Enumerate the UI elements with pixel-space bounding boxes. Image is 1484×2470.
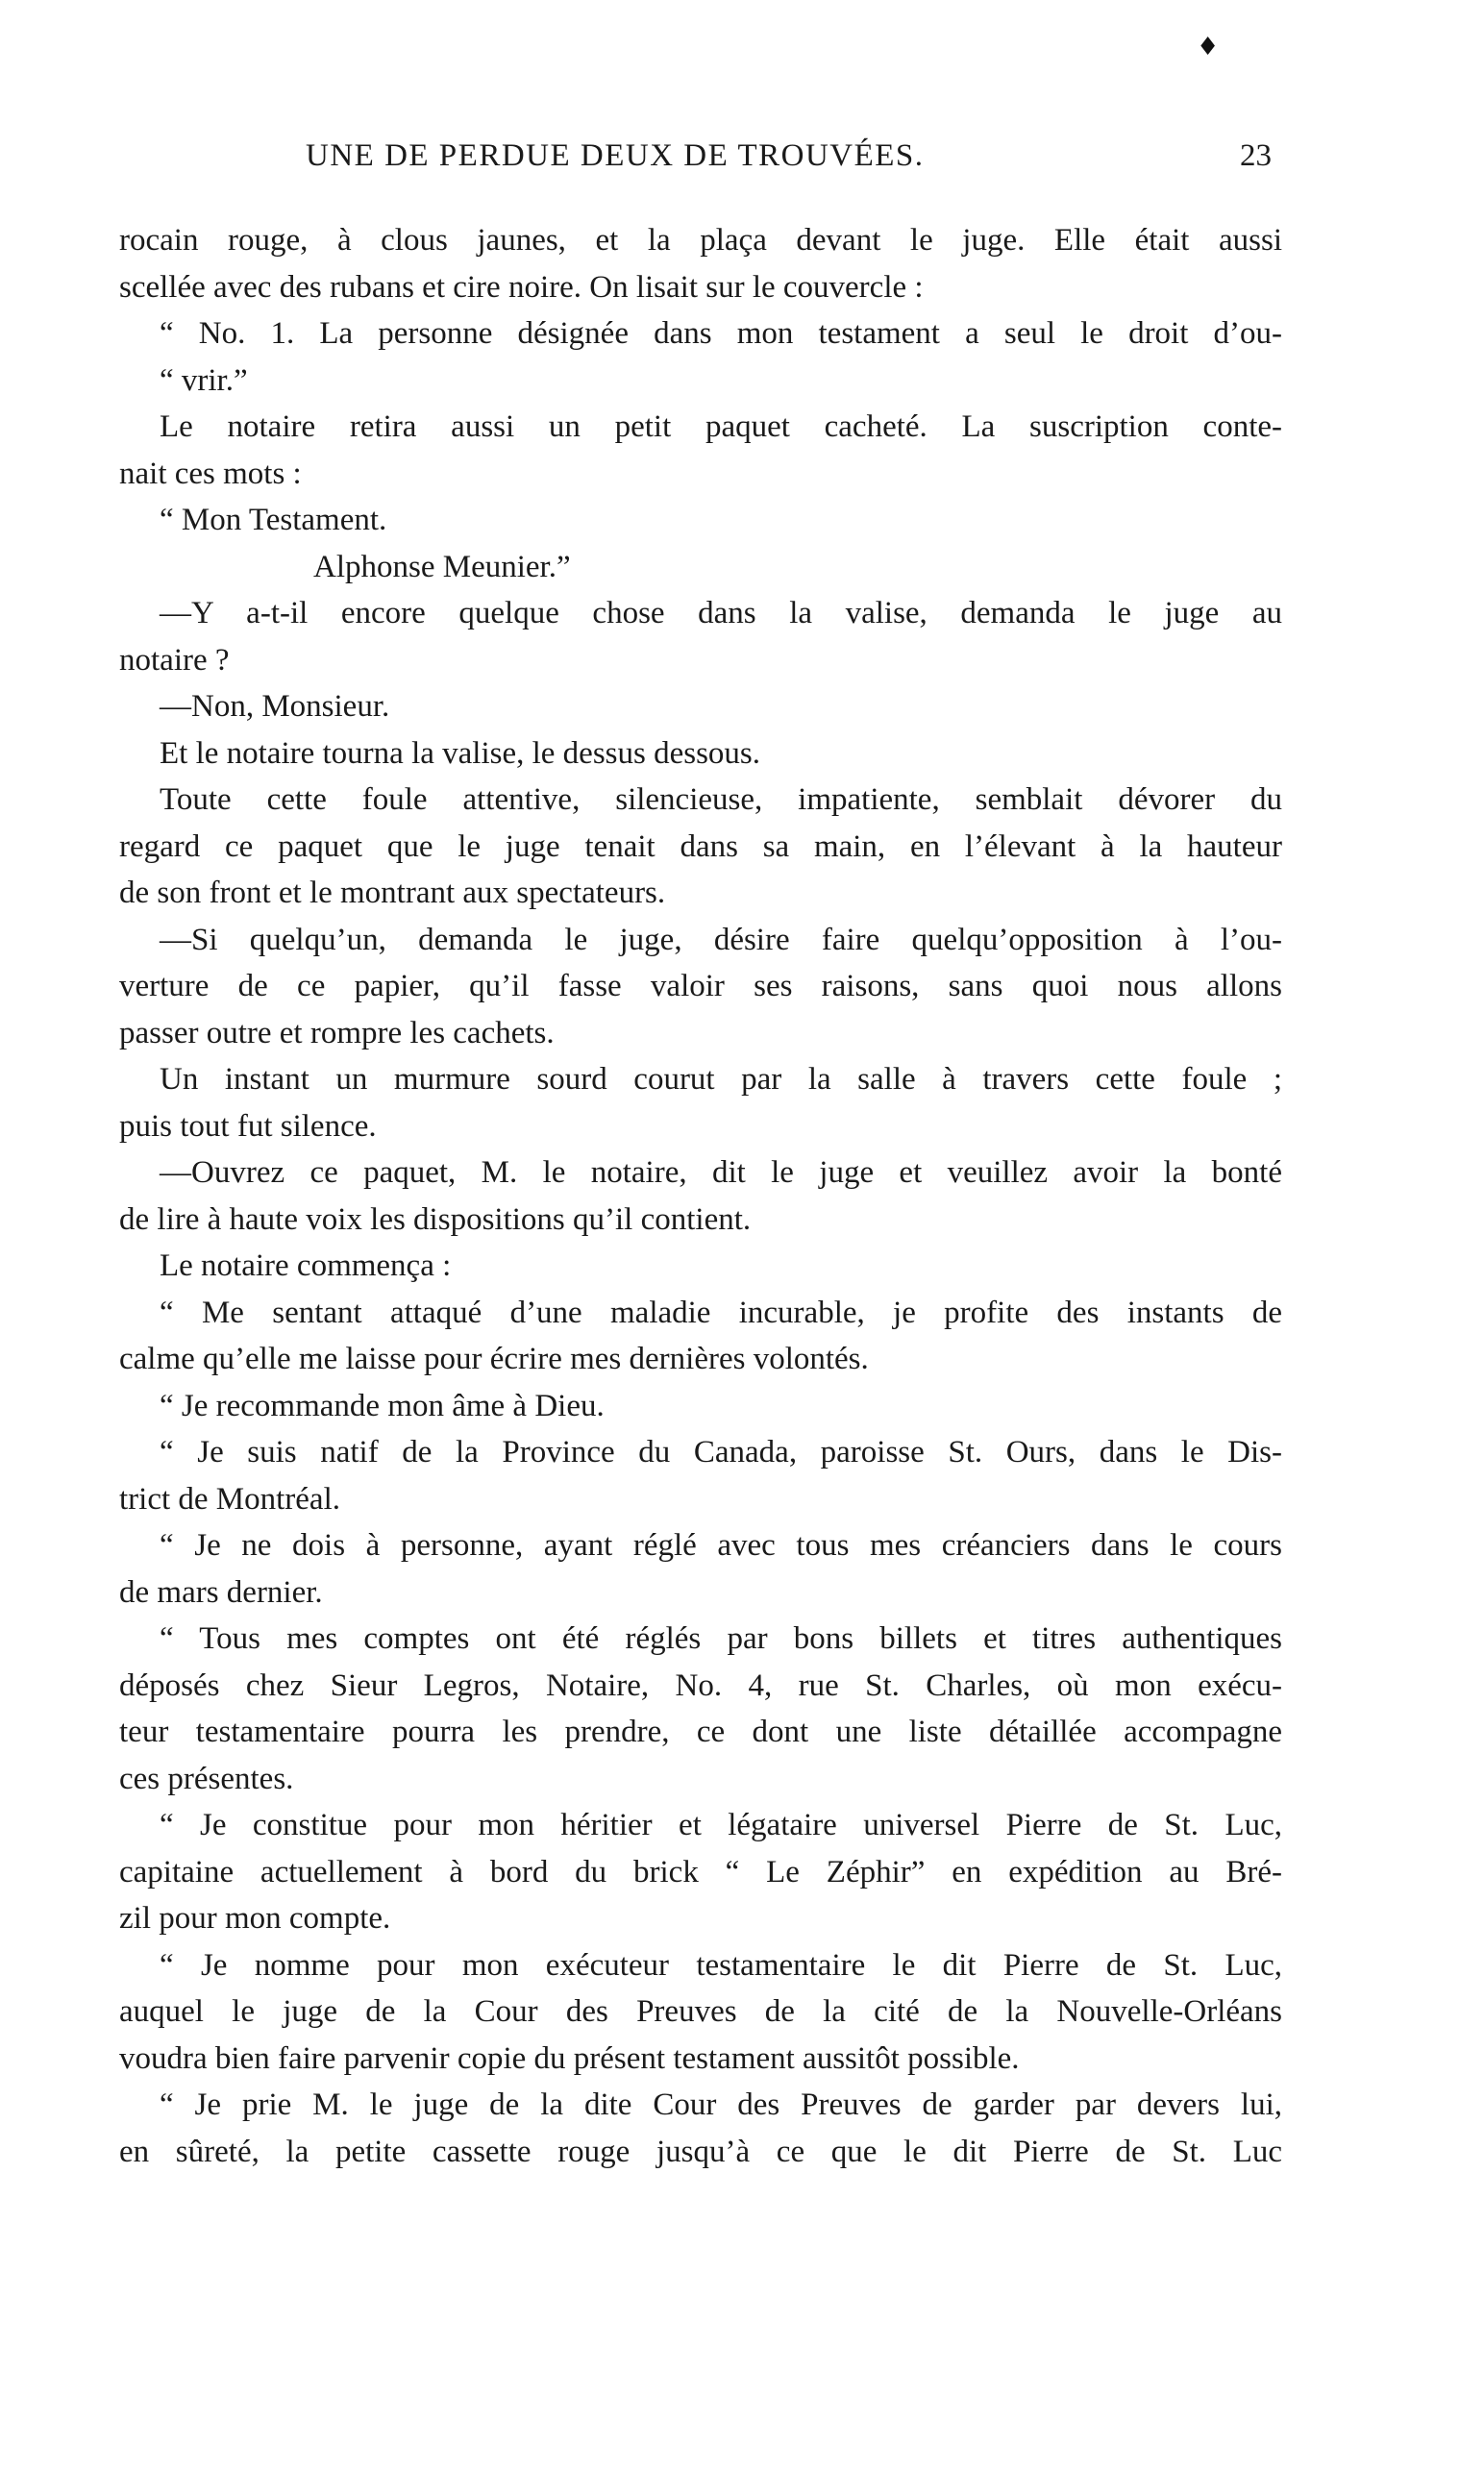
text-line: en sûreté, la petite cassette rouge jusqu’à ce que le dit Pierre de St. Luc (119, 2134, 1282, 2169)
text-line: rocain rouge, à clous jaunes, et la plaça devant le juge. Elle était aussi (119, 223, 1282, 258)
text-line: de lire à haute voix les dispositions qu’il contient. (119, 1201, 752, 1237)
text-line: passer outre et rompre les cachets. (119, 1015, 555, 1050)
text-line: calme qu’elle me laisse pour écrire mes dernières volontés. (119, 1342, 869, 1376)
text-line: Et le notaire tourna la valise, le dessus dessous. (160, 735, 761, 771)
text-line: Toute cette foule attentive, silencieuse, impatiente, semblait dévorer du (160, 782, 1282, 817)
text-line: déposés chez Sieur Legros, Notaire, No. 4, rue St. Charles, où mon exécu- (119, 1667, 1282, 1703)
body-text (119, 217, 1282, 2175)
text-line: verture de ce papier, qu’il fasse valoir ses raisons, sans quoi nous allons (119, 969, 1282, 1003)
text-line: —Si quelqu’un, demanda le juge, désire faire quelqu’opposition à l’ou- (160, 922, 1282, 957)
text-line: Le notaire retira aussi un petit paquet cacheté. La suscription conte- (160, 409, 1282, 444)
text-line: “ Je constitue pour mon héritier et légataire universel Pierre de St. Luc, (160, 1808, 1282, 1842)
text-line: —Ouvrez ce paquet, M. le notaire, dit le juge et veuillez avoir la bonté (160, 1155, 1282, 1190)
text-line: scellée avec des rubans et cire noire. On lisait sur le couvercle : (119, 269, 924, 305)
text-line: notaire ? (119, 642, 230, 678)
text-line: puis tout fut silence. (119, 1108, 377, 1144)
text-line: Alphonse Meunier.” (313, 549, 571, 584)
text-line: ces présentes. (119, 1761, 294, 1796)
text-line: voudra bien faire parvenir copie du présent testament aussitôt possible. (119, 2040, 1020, 2076)
text-line: teur testamentaire pourra les prendre, ce dont une liste détaillée accompagne (119, 1715, 1282, 1749)
text-line: —Non, Monsieur. (160, 689, 390, 724)
text-line: “ Je ne dois à personne, ayant réglé avec tous mes créanciers dans le cours (160, 1528, 1282, 1563)
text-line: —Y a-t-il encore quelque chose dans la valise, demanda le juge au (160, 596, 1282, 630)
text-line: Un instant un murmure sourd courut par la salle à travers cette foule ; (160, 1062, 1282, 1097)
text-line: “ Je prie M. le juge de la dite Cour des Preuves de garder par devers lui, (160, 2087, 1282, 2122)
printer-mark: ♦ (1197, 33, 1220, 62)
text-line: “ Mon Testament. (160, 503, 387, 537)
text-line: zil pour mon compte. (119, 1901, 391, 1936)
text-line: “ Je recommande mon âme à Dieu. (160, 1388, 605, 1423)
text-line: de mars dernier. (119, 1574, 323, 1610)
running-head: UNE DE PERDUE DEUX DE TROUVÉES. (306, 138, 925, 173)
text-line: nait ces mots : (119, 456, 302, 491)
text-line: “ Je suis natif de la Province du Canada, paroisse St. Ours, dans le Dis- (160, 1435, 1282, 1470)
text-line: auquel le juge de la Cour des Preuves de la cité de la Nouvelle-Orléans (119, 1994, 1282, 2029)
text-line: trict de Montréal. (119, 1481, 341, 1517)
text-line: Le notaire commença : (160, 1248, 452, 1283)
text-line: regard ce paquet que le juge tenait dans sa main, en l’élevant à la hauteur (119, 828, 1282, 864)
text-line: capitaine actuellement à bord du brick “ Le Zéphir” en expédition au Bré- (119, 1854, 1282, 1890)
text-line: “ Me sentant attaqué d’une maladie incurable, je profite des instants de (160, 1295, 1282, 1330)
text-line: de son front et le montrant aux spectateurs. (119, 876, 666, 910)
text-line: “ No. 1. La personne désignée dans mon testament a seul le droit d’ou- (160, 316, 1282, 351)
text-line: “ Tous mes comptes ont été réglés par bons billets et titres authentiques (160, 1621, 1282, 1656)
page-number: 23 (1240, 138, 1272, 173)
text-line: “ vrir.” (160, 362, 248, 398)
text-line: “ Je nomme pour mon exécuteur testamentaire le dit Pierre de St. Luc, (160, 1947, 1282, 1983)
